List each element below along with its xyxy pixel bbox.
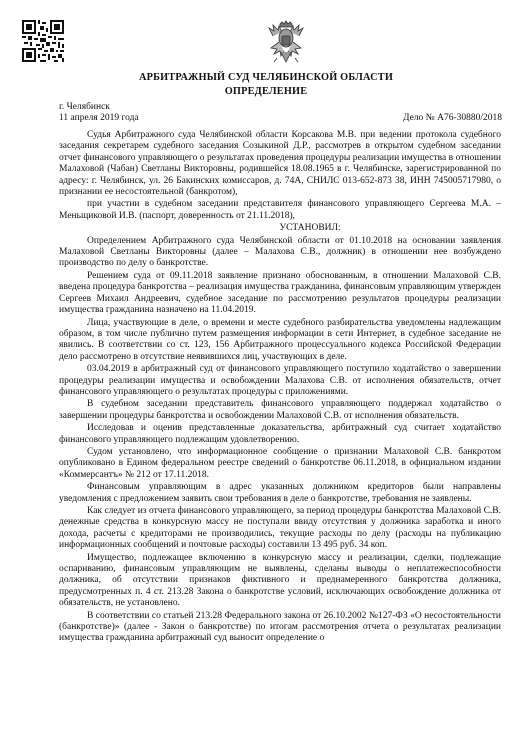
- paragraph-participants: при участии в судебном заседании представителя финансового управляющего Сергеева М.А. – Меньщиковой И.В. (паспорт, доверенность от 21.11.2018),: [59, 199, 501, 221]
- paragraph: Как следует из отчета финансового управляющего, за период процедуры банкротства Малаховой С.В. денежные средства в конкурсную массу не поступали ввиду отсутствия у должника заработка и иного дохода, расчеты с кредиторами не производились, текущие расходы по делу (расходы на публикацию информационных сообщений и почтовые расходы) составили 13 495 руб. 34 коп.: [59, 506, 501, 551]
- case-number: Дело № А76-30880/2018: [402, 113, 502, 123]
- paragraph: В соответствии со статьей 213.28 Федерального закона от 26.10.2002 №127-ФЗ «О несостоятельности (банкротстве)» (далее - Закон о банкротстве) по итогам рассмотрения отчета о результатах реализации имущества гражданина арбитражный суд выносит определение о: [59, 610, 501, 644]
- paragraph: Финансовым управляющим в адрес указанных должником кредиторов были направлены уведомления с предложением заявить свои требования в деле о банкротстве, требования не заявлены.: [59, 482, 501, 504]
- paragraph: Исследовав и оценив представленные доказательства, арбитражный суд считает ходатайство финансового управляющего подлежащим удовлетворению.: [59, 423, 501, 445]
- paragraph: Имущество, подлежащее включению в конкурсную массу и реализации, сделки, подлежащие оспариванию, финансовым управляющим не выявлены, сделаны выводы о неплатежеспособности должника, об отсутствии признаков фиктивного и преднамеренного банкротства должника, предусмотренных п. 4 ст. 213.28 Закона о банкротстве условий, исключающих освобождение должника от обязательств, не установлено.: [59, 552, 501, 609]
- document-date: 11 апреля 2019 года: [59, 113, 139, 123]
- section-heading-established: УСТАНОВИЛ:: [279, 223, 341, 234]
- paragraph: Лица, участвующие в деле, о времени и месте судебного разбирательства уведомлены надлежащим образом, в том числе публично путем размещения информации в сети Интернет, в судебное заседание не явились. В соответствии со ст. 123, 156 Арбитражного процессуального кодекса Российской Федерации дело рассмотрено в отсутствие неявившихся лиц, участвующих в деле.: [59, 317, 501, 362]
- paragraph-intro: Судья Арбитражного суда Челябинской области Корсакова М.В. при ведении протокола судебного заседания секретарем судебного заседания Созыкиной Д.Р., рассмотрев в открытом судебном заседании отчет финансового управляющего о результатах проведения процедуры реализации имущества в отношении Малаховой (Чабан) Светланы Викторовны, родившейся 18.08.1965 в г. Челябинске, зарегистрированной по адресу: г. Челябинск, ул. 26 Бакинских комиссаров, д. 74А, СНИЛС 013-652-873 38, ИНН 745005717980, о признании ее несостоятельной (банкротом),: [59, 130, 501, 198]
- paragraph: В судебном заседании представитель финансового управляющего поддержал ходатайство о завершении процедуры банкротства и освобождении Малаховой С.В. от исполнения обязательств.: [59, 399, 501, 421]
- document-type-title: ОПРЕДЕЛЕНИЕ: [224, 86, 308, 97]
- document-body: [59, 130, 501, 646]
- paragraph: Решением суда от 09.11.2018 заявление признано обоснованным, в отношении Малаховой С.В. введена процедура банкротства – реализация имущества гражданина, финансовым управляющим утвержден Сергеев Михаил Андреевич, судебное заседание по рассмотрению результатов процедуры реализации имущества гражданина назначено на 11.04.2019.: [59, 270, 501, 316]
- paragraph: 03.04.2019 в арбитражный суд от финансового управляющего поступило ходатайство о завершении процедуры реализации имущества и освобождении Малахова С.В. от исполнения обязательств, отчет финансового управляющего о результатах процедуры с приложениями.: [59, 364, 501, 397]
- coat-of-arms-emblem: [266, 20, 306, 68]
- qr-code-icon: [22, 20, 64, 62]
- court-name: АРБИТРАЖНЫЙ СУД ЧЕЛЯБИНСКОЙ ОБЛАСТИ: [138, 72, 394, 83]
- city-label: г. Челябинск: [59, 102, 110, 112]
- paragraph: Определением Арбитражного суда Челябинской области от 01.10.2018 на основании заявления Малаховой Светланы Викторовны (далее – Малахова С.В., должник) в отношении нее возбуждено производство по делу о банкротстве.: [59, 235, 501, 269]
- paragraph: Судом установлено, что информационное сообщение о признании Малаховой С.В. банкротом опубликовано в Едином федеральном реестре сведений о банкротстве 06.11.2018, в официальном издании «Коммерсантъ» № 212 от 17.11.2018.: [59, 446, 501, 480]
